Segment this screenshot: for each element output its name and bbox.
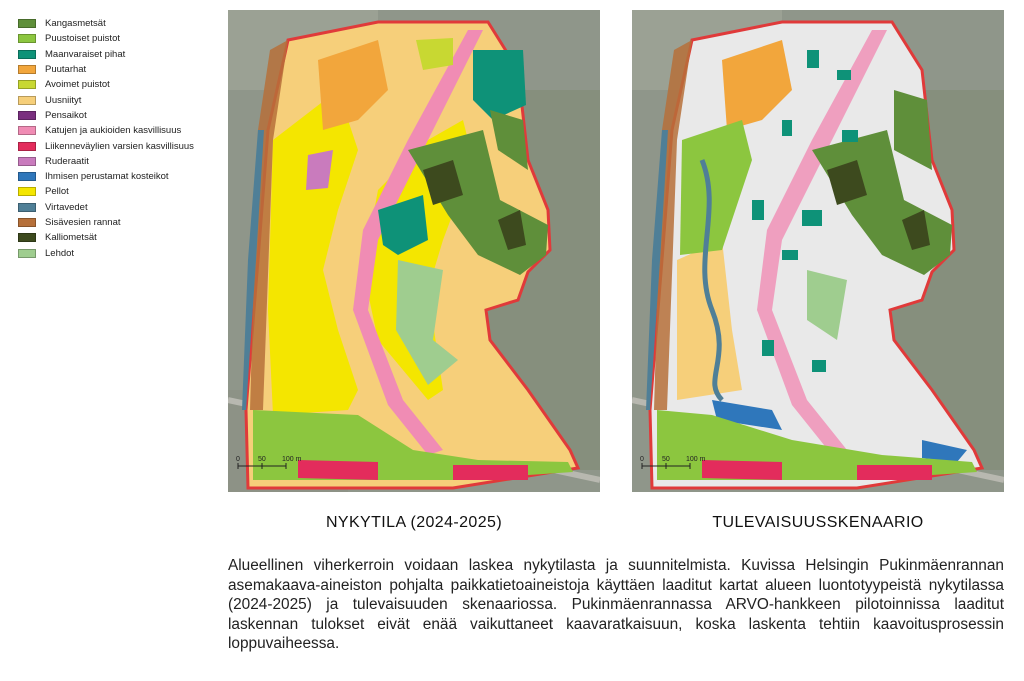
legend-label: Kangasmetsät xyxy=(45,18,106,30)
legend-swatch xyxy=(18,50,36,59)
legend xyxy=(18,16,218,261)
legend-item xyxy=(18,138,218,153)
traffic-verge-2 xyxy=(857,465,932,480)
legend-item xyxy=(18,245,218,260)
legend-item xyxy=(18,184,218,199)
legend-label: Uusniityt xyxy=(45,94,82,106)
svg-text:100 m: 100 m xyxy=(282,456,302,463)
legend-item xyxy=(18,215,218,230)
legend-swatch xyxy=(18,19,36,28)
legend-item xyxy=(18,200,218,215)
legend-swatch xyxy=(18,203,36,212)
legend-item xyxy=(18,123,218,138)
legend-label: Virtavedet xyxy=(45,201,88,213)
map-future-title: TULEVAISUUSSKENAARIO xyxy=(712,514,924,531)
legend-label: Katujen ja aukioiden kasvillisuus xyxy=(45,125,182,137)
legend-label: Puutarhat xyxy=(45,64,87,76)
legend-swatch xyxy=(18,96,36,105)
legend-item xyxy=(18,77,218,92)
legend-label: Ihmisen perustamat kosteikot xyxy=(45,171,169,183)
legend-swatch xyxy=(18,187,36,196)
legend-item xyxy=(18,169,218,184)
svg-text:50: 50 xyxy=(258,456,266,463)
legend-item xyxy=(18,154,218,169)
legend-swatch xyxy=(18,80,36,89)
legend-item xyxy=(18,47,218,62)
svg-text:50: 50 xyxy=(662,456,670,463)
legend-swatch xyxy=(18,111,36,120)
legend-label: Liikenneväylien varsien kasvillisuus xyxy=(45,140,194,152)
legend-item xyxy=(18,62,218,77)
legend-label: Pensaikot xyxy=(45,109,87,121)
map-future-svg xyxy=(632,10,1004,492)
traffic-verge-2 xyxy=(453,465,528,480)
legend-swatch xyxy=(18,142,36,151)
legend-label: Puustoiset puistot xyxy=(45,33,120,45)
map-current xyxy=(228,10,600,492)
legend-label: Maanvaraiset pihat xyxy=(45,48,126,60)
map-future xyxy=(632,10,1004,492)
caption: Alueellinen viherkerroin voidaan laskea nykytilasta ja suunnitelmista. Kuvissa Helsingin Pukinmäenrannan asemakaava-aineiston pohjalta paikkatietoaineistoja käyttäen laaditut kartat alueen luontotyypeistä nykytilassa (2024-2025) ja tulevaisuuden skenaariossa. Pukinmäenrannassa ARVO-hankkeen pilotoinnissa laaditut laskennan tulokset eivät enää vaikuttaneet kaavaratkaisuun, koska laskenta tehtiin kaavoitusprosessin loppuvaiheessa. xyxy=(228,557,1004,652)
legend-swatch xyxy=(18,65,36,74)
legend-item xyxy=(18,108,218,123)
legend-swatch xyxy=(18,157,36,166)
legend-swatch xyxy=(18,172,36,181)
legend-item xyxy=(18,92,218,107)
svg-text:0: 0 xyxy=(236,456,240,463)
legend-swatch xyxy=(18,34,36,43)
map-current-svg xyxy=(228,10,600,492)
legend-label: Sisävesien rannat xyxy=(45,217,121,228)
legend-item xyxy=(18,16,218,31)
traffic-verge-1 xyxy=(298,460,378,480)
legend-label: Lehdot xyxy=(45,247,75,259)
legend-swatch xyxy=(18,218,36,227)
svg-text:0: 0 xyxy=(640,456,644,463)
legend-label: Avoimet puistot xyxy=(45,79,110,91)
legend-item xyxy=(18,230,218,245)
legend-label: Kalliometsät xyxy=(45,232,97,244)
map-current-title: NYKYTILA (2024-2025) xyxy=(325,514,503,531)
legend-label: Pellot xyxy=(45,186,69,198)
legend-item xyxy=(18,31,218,46)
legend-swatch xyxy=(18,126,36,135)
traffic-verge-1 xyxy=(702,460,782,480)
legend-swatch xyxy=(18,249,36,258)
svg-text:100 m: 100 m xyxy=(686,456,706,463)
legend-swatch xyxy=(18,233,36,242)
legend-label: Ruderaatit xyxy=(45,155,89,167)
